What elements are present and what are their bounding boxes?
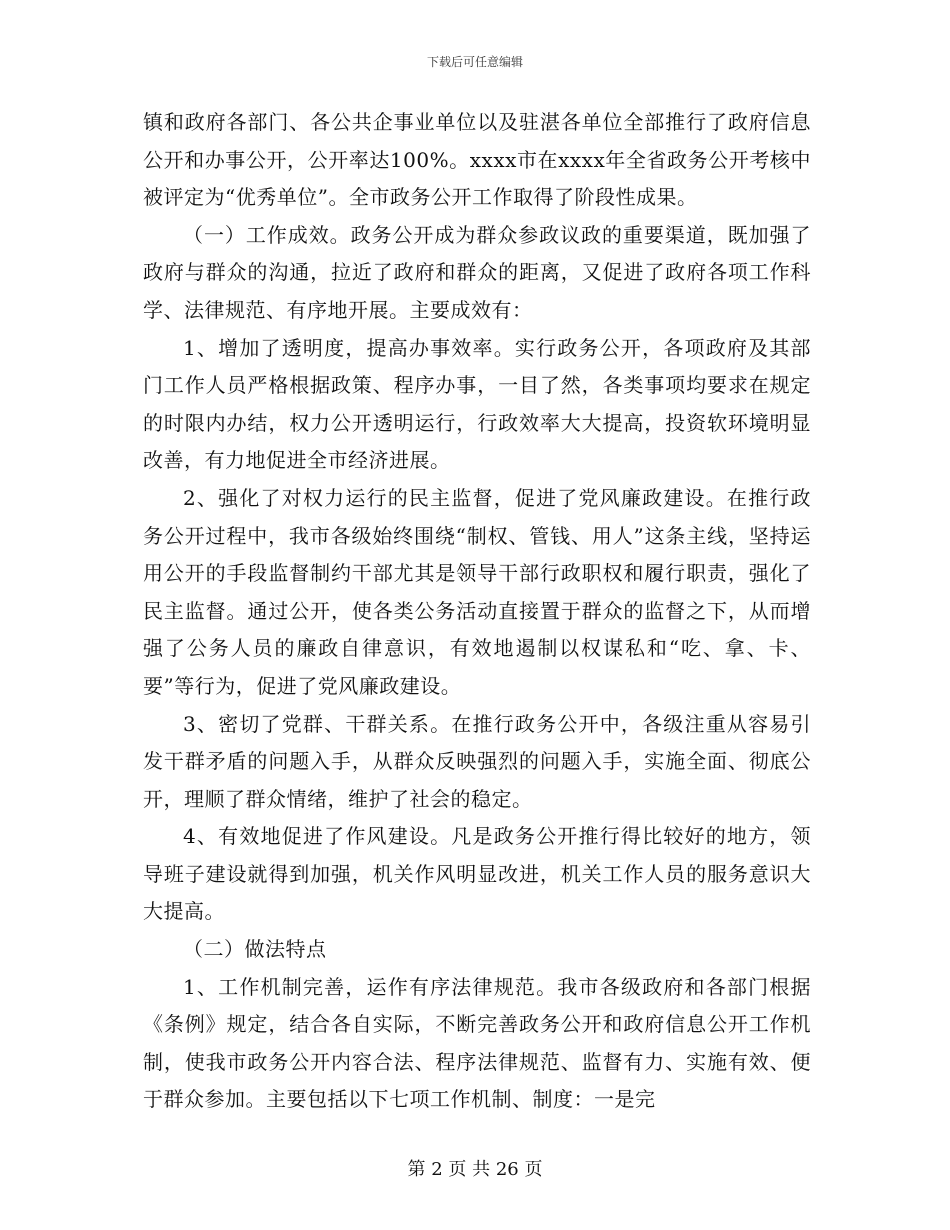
paragraph-5: 3、密切了党群、干群关系。在推行政务公开中，各级注重从容易引发干群矛盾的问题入手，从群众反映强烈的问题入手，实施全面、彻底公开，理顺了群众情绪，维护了社会的稳定。 <box>143 711 811 811</box>
paragraph-1: 镇和政府各部门、各公共企事业单位以及驻湛各单位全部推行了政府信息公开和办事公开，公开率达100%。xxxx市在xxxx年全省政务公开考核中被评定为“优秀单位”。全市政务公开工作取得了阶段性成果。 <box>143 110 811 210</box>
paragraph-7: 1、工作机制完善，运作有序法律规范。我市各级政府和各部门根据《条例》规定，结合各自实际，不断完善政务公开和政府信息公开工作机制，使我市政务公开内容合法、程序法律规范、监督有力、实施有效、便于群众参加。主要包括以下七项工作机制、制度：一是完 <box>143 974 811 1112</box>
section-heading: （二）做法特点 <box>183 937 327 962</box>
paragraph-2: （一）工作成效。政务公开成为群众参政议政的重要渠道，既加强了政府与群众的沟通，拉近了政府和群众的距离，又促进了政府各项工作科学、法律规范、有序地开展。主要成效有： <box>143 222 811 322</box>
paragraph-6: 4、有效地促进了作风建设。凡是政务公开推行得比较好的地方，领导班子建设就得到加强，机关作风明显改进，机关工作人员的服务意识大大提高。 <box>143 824 811 924</box>
paragraph-4: 2、强化了对权力运行的民主监督，促进了党风廉政建设。在推行政务公开过程中，我市各级始终围绕“制权、管钱、用人”这条主线，坚持运用公开的手段监督制约干部尤其是领导干部行政职权和履行职责，强化了民主监督。通过公开，使各类公务活动直接置于群众的监督之下，从而增强了公务人员的廉政自律意识，有效地遏制以权谋私和“吃、拿、卡、要”等行为，促进了党风廉政建设。 <box>143 485 811 698</box>
page-footer: 第 2 页 共 26 页 <box>407 1159 543 1180</box>
page-header: 下载后可任意编辑 <box>426 55 523 69</box>
document-body <box>143 104 811 1119</box>
paragraph-3: 1、增加了透明度，提高办事效率。实行政务公开，各项政府及其部门工作人员严格根据政策、程序办事，一目了然，各类事项均要求在规定的时限内办结，权力公开透明运行，行政效率大大提高，投资软环境明显改善，有力地促进全市经济进展。 <box>143 335 811 473</box>
